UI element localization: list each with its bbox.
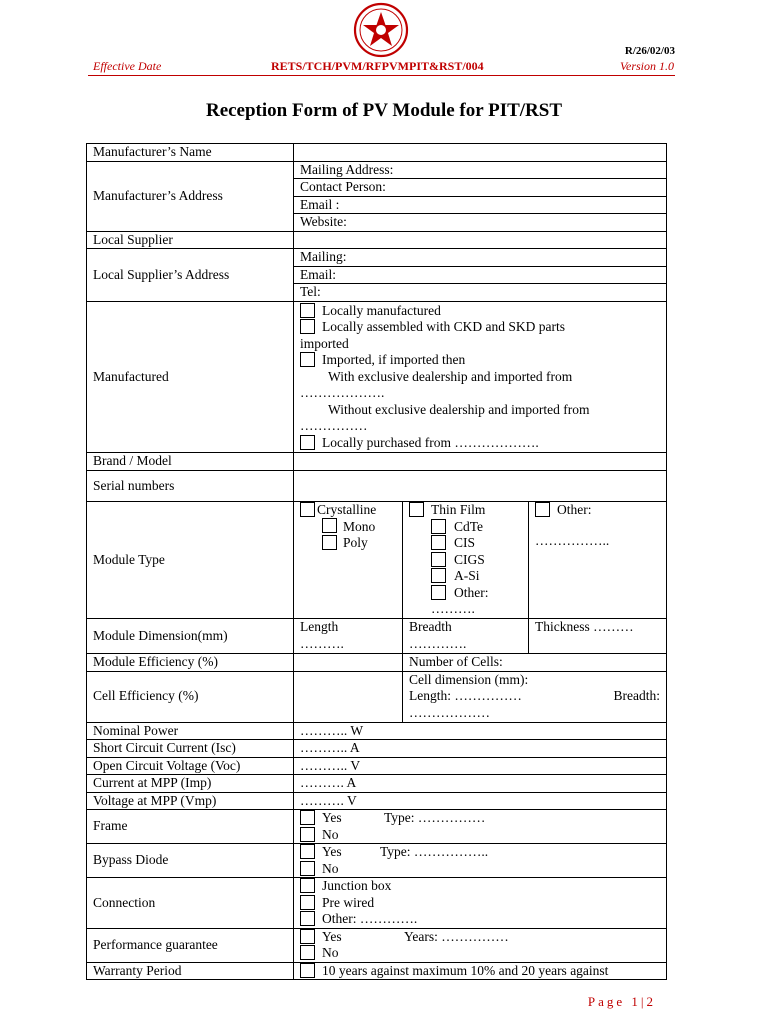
length-dots: ………. <box>300 635 344 651</box>
imported-checkbox[interactable] <box>300 352 315 367</box>
email-field[interactable]: Email : <box>294 197 666 215</box>
perf-no-label: No <box>322 945 339 960</box>
cell-efficiency-cell <box>294 671 667 722</box>
breadth-label: Breadth <box>409 619 452 634</box>
serial-numbers-field[interactable] <box>294 471 667 502</box>
warranty-period-options <box>294 962 667 980</box>
performance-guarantee-options <box>294 928 667 962</box>
asi-label: A-Si <box>454 568 480 583</box>
module-type-label: Module Type <box>87 502 294 619</box>
nominal-power-field[interactable]: ……….. W <box>294 722 667 740</box>
imported-label: Imported, if imported then <box>322 352 466 367</box>
page-separator: | <box>640 994 647 1009</box>
cell-efficiency-label: Cell Efficiency (%) <box>87 671 294 722</box>
crystalline-label: Crystalline <box>317 502 377 517</box>
connection-options <box>294 878 667 929</box>
manufactured-label: Manufactured <box>87 301 294 453</box>
emblem-logo <box>351 2 411 58</box>
bypass-type-label: Type: …………….. <box>380 844 489 859</box>
cigs-checkbox[interactable] <box>431 552 446 567</box>
page-word: Page <box>587 994 626 1009</box>
crystalline-column <box>294 502 403 618</box>
voc-label: Open Circuit Voltage (Voc) <box>87 757 294 775</box>
pre-wired-label: Pre wired <box>322 894 375 910</box>
serial-numbers-label: Serial numbers <box>87 471 294 502</box>
frame-yes-label: Yes <box>322 810 342 825</box>
module-dimension-cell <box>294 619 667 654</box>
breadth-dots: …………. <box>409 635 467 651</box>
manufacturer-name-field[interactable] <box>294 144 667 162</box>
with-exclusive-dots: ………………. <box>300 385 385 400</box>
local-supplier-address-cell <box>294 249 667 302</box>
other-type-label: Other: <box>557 502 592 517</box>
imp-label: Current at MPP (Imp) <box>87 775 294 793</box>
perf-yes-label: Yes <box>322 928 342 944</box>
contact-person-field[interactable]: Contact Person: <box>294 179 666 197</box>
page-number: 1 <box>631 994 641 1009</box>
length-label: Length <box>300 619 339 634</box>
mono-checkbox-visible[interactable] <box>322 518 337 533</box>
module-type-cell <box>294 502 667 619</box>
local-supplier-address-label: Local Supplier’s Address <box>87 249 294 302</box>
perf-yes-checkbox[interactable] <box>300 929 315 944</box>
cis-checkbox[interactable] <box>431 535 446 550</box>
cell-dimension-field[interactable] <box>403 672 666 722</box>
bypass-diode-label: Bypass Diode <box>87 844 294 878</box>
header-divider <box>88 75 675 76</box>
cell-length-label: Length: …………… <box>409 688 522 703</box>
locally-manufactured-label: Locally manufactured <box>322 302 441 318</box>
mono-label: Mono <box>343 518 376 534</box>
thickness-field[interactable]: Thickness ……… <box>535 619 634 634</box>
connection-other-checkbox[interactable] <box>300 911 315 926</box>
bypass-yes-checkbox[interactable] <box>300 844 315 859</box>
performance-guarantee-label: Performance guarantee <box>87 928 294 962</box>
with-exclusive-label: With exclusive dealership and imported from <box>328 368 573 384</box>
connection-label: Connection <box>87 878 294 929</box>
local-supplier-field[interactable] <box>294 231 667 249</box>
cell-efficiency-field[interactable] <box>294 672 403 722</box>
version-label: Version 1.0 <box>620 59 674 73</box>
module-efficiency-field[interactable] <box>294 654 403 671</box>
cell-breadth-dots: ……………… <box>409 704 490 720</box>
thin-film-column <box>403 502 529 618</box>
isc-label: Short Circuit Current (Isc) <box>87 740 294 758</box>
cigs-label: CIGS <box>454 551 485 567</box>
manufacturer-name-label: Manufacturer’s Name <box>87 144 294 162</box>
locally-assembled-label: Locally assembled with CKD and SKD parts <box>322 319 565 334</box>
locally-purchased-checkbox[interactable] <box>300 435 315 450</box>
perf-no-checkbox[interactable] <box>300 945 315 960</box>
asi-checkbox[interactable] <box>431 568 446 583</box>
module-efficiency-cell <box>294 654 667 672</box>
document-reference: R/26/02/03 <box>624 45 675 57</box>
vmp-field[interactable]: ………. V <box>294 792 667 810</box>
frame-type-label: Type: …………… <box>384 810 486 825</box>
mailing-address-field[interactable]: Mailing Address: <box>294 162 666 180</box>
other-thin-film-dots: ………. <box>431 601 475 616</box>
other-type-checkbox[interactable] <box>535 502 550 517</box>
other-thin-film-checkbox[interactable] <box>431 585 446 600</box>
frame-no-checkbox[interactable] <box>300 827 315 842</box>
number-of-cells-field[interactable]: Number of Cells: <box>409 654 503 669</box>
manufactured-options <box>294 301 667 453</box>
supplier-tel-field[interactable]: Tel: <box>300 284 321 299</box>
junction-box-checkbox[interactable] <box>300 878 315 893</box>
warranty-text: 10 years against maximum 10% and 20 years against <box>322 962 609 978</box>
local-supplier-label: Local Supplier <box>87 231 294 249</box>
imp-field[interactable]: ………. A <box>294 775 667 793</box>
cell-dimension-label: Cell dimension (mm): <box>409 671 529 687</box>
brand-model-label: Brand / Model <box>87 453 294 471</box>
cdte-label: CdTe <box>454 518 484 534</box>
pre-wired-checkbox[interactable] <box>300 895 315 910</box>
page-total: 2 <box>646 994 656 1009</box>
page-footer <box>588 994 656 1010</box>
supplier-mailing-field[interactable]: Mailing: <box>294 249 666 267</box>
manufacturer-address-label: Manufacturer’s Address <box>87 161 294 231</box>
brand-model-field[interactable] <box>294 453 667 471</box>
connection-other-label: Other: …………. <box>322 911 418 926</box>
thin-film-checkbox[interactable] <box>409 502 424 517</box>
reception-form-table <box>86 143 667 980</box>
locally-manufactured-checkbox[interactable] <box>300 303 315 318</box>
bypass-no-label: No <box>322 860 339 876</box>
effective-date-label: Effective Date <box>93 59 162 73</box>
perf-years-label: Years: …………… <box>404 928 509 944</box>
without-exclusive-label: Without exclusive dealership and imported from <box>328 401 590 417</box>
warranty-period-label: Warranty Period <box>87 962 294 980</box>
page-title: Reception Form of PV Module for PIT/RST <box>205 100 563 121</box>
poly-label: Poly <box>343 534 368 550</box>
locally-assembled-checkbox[interactable] <box>300 319 315 334</box>
poly-checkbox[interactable] <box>322 535 337 550</box>
frame-label: Frame <box>87 810 294 844</box>
locally-purchased-label: Locally purchased from ………………. <box>322 434 539 450</box>
bypass-no-checkbox[interactable] <box>300 861 315 876</box>
nominal-power-label: Nominal Power <box>87 722 294 740</box>
junction-box-label: Junction box <box>322 878 392 893</box>
crystalline-checkbox[interactable] <box>300 502 315 517</box>
module-dimension-label: Module Dimension(mm) <box>87 619 294 654</box>
cis-label: CIS <box>454 535 476 550</box>
imported-word: imported <box>300 335 349 351</box>
voc-field[interactable]: ……….. V <box>294 757 667 775</box>
without-exclusive-dots: …………… <box>300 418 368 433</box>
module-efficiency-label: Module Efficiency (%) <box>87 654 294 672</box>
isc-field[interactable]: ……….. A <box>294 740 667 758</box>
bypass-diode-options <box>294 844 667 878</box>
length-field[interactable] <box>294 619 403 653</box>
frame-yes-checkbox[interactable] <box>300 810 315 825</box>
frame-no-label: No <box>322 826 339 842</box>
other-thin-film-label: Other: <box>454 584 489 600</box>
website-field[interactable]: Website: <box>300 214 347 229</box>
cell-breadth-label: Breadth: <box>613 688 660 703</box>
bypass-yes-label: Yes <box>322 844 342 859</box>
vmp-label: Voltage at MPP (Vmp) <box>87 792 294 810</box>
breadth-field[interactable] <box>403 619 529 653</box>
manufacturer-address-cell <box>294 161 667 231</box>
other-type-column <box>529 502 666 618</box>
supplier-email-field[interactable]: Email: <box>294 267 666 285</box>
warranty-checkbox[interactable] <box>300 963 315 978</box>
thin-film-label: Thin Film <box>431 502 486 517</box>
frame-options <box>294 810 667 844</box>
document-code: RETS/TCH/PVM/RFPVMPIT&RST/004 <box>271 59 484 73</box>
cdte-checkbox[interactable] <box>431 519 446 534</box>
other-type-dots: …………….. <box>535 532 610 548</box>
